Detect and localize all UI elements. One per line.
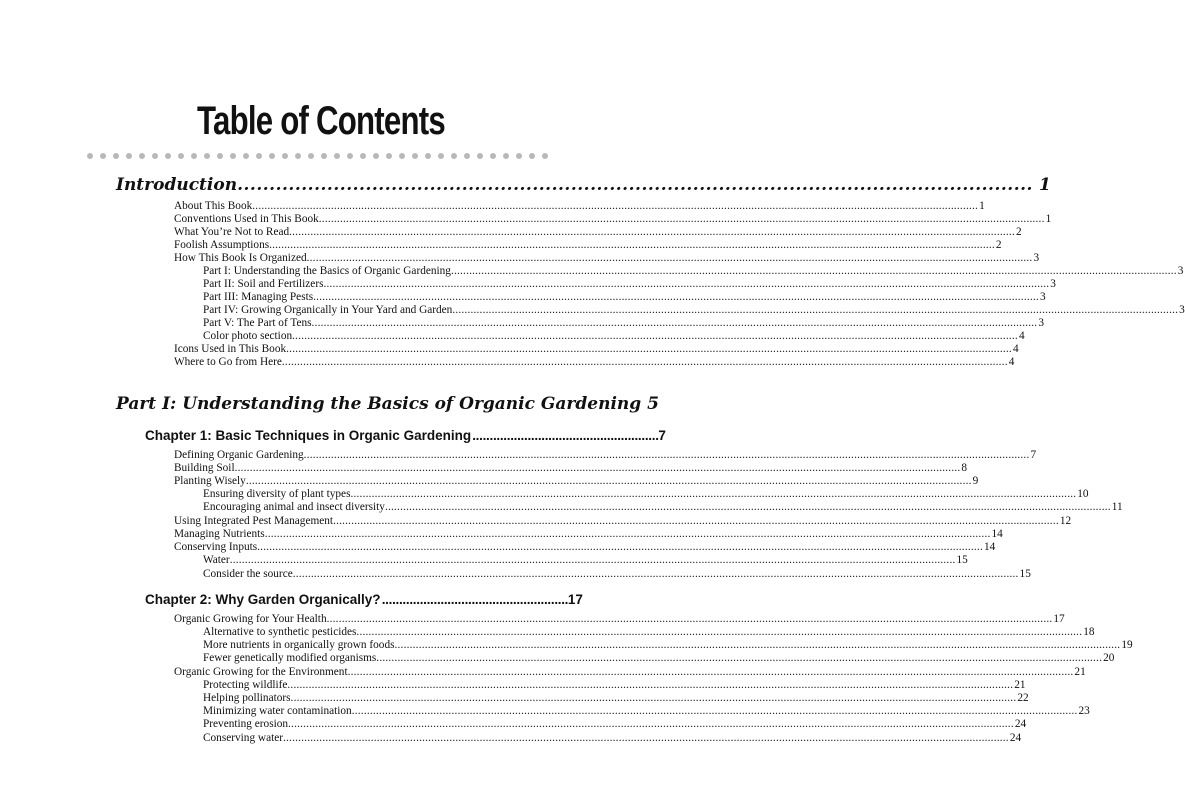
toc-entry-title: Alternative to synthetic pesticides: [203, 626, 357, 638]
dot-leader: [313, 290, 1039, 304]
toc-entry-title: Conserving water: [203, 732, 283, 744]
toc-entry-title: Preventing erosion: [203, 718, 289, 730]
toc-page-number: 11: [1111, 501, 1123, 513]
toc-page-number: 8: [961, 462, 968, 474]
toc-page-number: 15: [1019, 568, 1031, 580]
dot-leader: [376, 651, 1102, 665]
toc-page-number: 3: [1179, 304, 1185, 316]
toc-subentry[interactable]: [203, 704, 1090, 718]
dot-leader: [327, 612, 1053, 626]
toc-entry-title: Water: [203, 554, 230, 566]
toc-page-number: 4: [1018, 330, 1025, 342]
toc-page-number: 23: [1078, 705, 1090, 717]
dot-leader: [282, 355, 1008, 369]
dot-leader: [348, 665, 1074, 679]
toc-subentry[interactable]: [203, 487, 1089, 501]
toc-subentry[interactable]: [203, 638, 1133, 652]
toc-page-number: 3: [1177, 265, 1184, 277]
toc-page-number: 24: [1009, 732, 1022, 744]
dot-leader: [257, 540, 983, 554]
toc-entry-title: Protecting wildlife: [203, 679, 288, 691]
toc-entry[interactable]: [174, 212, 1052, 226]
toc-subentry[interactable]: [203, 277, 1056, 291]
toc-part-heading-introduction[interactable]: [116, 174, 1051, 198]
toc-subentry[interactable]: [203, 717, 1027, 731]
toc-entry[interactable]: [174, 665, 1086, 679]
toc-entry[interactable]: [174, 448, 1037, 462]
dot-leader: [292, 329, 1018, 343]
dot-leader: [356, 625, 1082, 639]
toc-subentry[interactable]: [203, 303, 1185, 317]
toc-page-number: 14: [983, 541, 996, 553]
dot-leader: [350, 487, 1076, 501]
dot-leader: [307, 251, 1033, 265]
toc-entry[interactable]: [174, 514, 1072, 528]
toc-entry-title: Organic Growing for Your Health: [174, 613, 327, 625]
toc-subentry[interactable]: [203, 290, 1046, 304]
toc-entry-title: Icons Used in This Book: [174, 343, 287, 355]
dot-leader: [352, 704, 1078, 718]
toc-entry[interactable]: [174, 540, 996, 554]
toc-entry-title: Color photo section: [203, 330, 293, 342]
toc-entry-title: Defining Organic Gardening: [174, 449, 304, 461]
toc-entry-title: Conserving Inputs: [174, 541, 258, 553]
toc-page-number: 1: [1038, 175, 1051, 195]
dot-leader: [230, 553, 956, 567]
toc-entry-title: Minimizing water contamination: [203, 705, 352, 717]
toc-entry-title: Part IV: Growing Organically in Your Yard and Garden: [203, 304, 453, 316]
dot-leader: [395, 638, 1121, 652]
dot-leader: [237, 174, 1033, 196]
toc-entry[interactable]: [174, 461, 968, 475]
dot-leader: [333, 514, 1059, 528]
dot-leader: [293, 567, 1019, 581]
toc-page-number: 15: [956, 554, 968, 566]
toc-page-number: 17: [1053, 613, 1065, 625]
dot-leader: [471, 427, 656, 445]
toc-entry-title: Helping pollinators: [203, 692, 291, 704]
toc-entry-title: Part III: Managing Pests: [203, 291, 314, 303]
toc-entry-title: Part V: The Part of Tens: [203, 317, 312, 329]
toc-page-number: 22: [1017, 692, 1029, 704]
toc-page-number: 2: [1015, 226, 1022, 238]
dot-leader: [252, 199, 978, 213]
toc-page-number: 4: [1012, 343, 1019, 355]
toc-entry-title: More nutrients in organically grown foods: [203, 639, 395, 651]
toc-entry-title: Fewer genetically modified organisms: [203, 652, 377, 664]
toc-entry[interactable]: [174, 342, 1019, 356]
toc-subentry[interactable]: [203, 691, 1029, 705]
dot-leader: [265, 527, 991, 541]
toc-page-number: 3: [1050, 278, 1056, 290]
toc-page-number: 21: [1074, 666, 1086, 678]
dot-leader: [312, 316, 1038, 330]
toc-part-title: Introduction: [116, 175, 238, 195]
toc-page-number: 2: [995, 239, 1002, 251]
dot-leader: [304, 448, 1030, 462]
toc-page-number: 12: [1059, 515, 1072, 527]
dot-leader: [235, 461, 961, 475]
toc-entry-title: Consider the source: [203, 568, 293, 580]
toc-entry-title: What You’re Not to Read: [174, 226, 290, 238]
toc-page-number: 7: [658, 428, 666, 443]
toc-page-number: 10: [1077, 488, 1089, 500]
toc-part-title: Part I: Understanding the Basics of Organic Gardening: [116, 394, 642, 414]
toc-page-number: 18: [1083, 626, 1095, 638]
toc-subentry[interactable]: [203, 731, 1022, 745]
toc-entry[interactable]: [174, 225, 1022, 239]
toc-entry[interactable]: [174, 251, 1040, 265]
toc-entry-title: Building Soil: [174, 462, 235, 474]
toc-page-number: 24: [1014, 718, 1027, 730]
toc-entry[interactable]: [174, 355, 1015, 369]
toc-entry-title: Where to Go from Here: [174, 356, 282, 368]
dot-leader: [451, 264, 1177, 278]
toc-part-heading-part-1[interactable]: [116, 393, 659, 417]
toc-entry-title: About This Book: [174, 200, 253, 212]
dot-leader: [385, 500, 1111, 514]
toc-page-number: 3: [1033, 252, 1040, 264]
toc-entry[interactable]: [174, 474, 979, 488]
toc-page-number: 21: [1014, 679, 1026, 691]
toc-subentry[interactable]: [203, 553, 968, 567]
toc-page-number: 1: [1045, 213, 1052, 225]
toc-entry-title: Managing Nutrients: [174, 528, 265, 540]
toc-page-number: 7: [1030, 449, 1037, 461]
toc-entry-title: Foolish Assumptions: [174, 239, 270, 251]
toc-entry-title: Part II: Soil and Fertilizers: [203, 278, 324, 290]
toc-entry[interactable]: [174, 238, 1002, 252]
toc-page-number: 3: [1038, 317, 1044, 329]
toc-page-number: 20: [1103, 652, 1115, 664]
toc-page-number: 1: [979, 200, 985, 212]
toc-page-number: 4: [1008, 356, 1015, 368]
toc-page-number: 19: [1121, 639, 1133, 651]
toc-entry[interactable]: [174, 527, 1003, 541]
dot-leader: [283, 731, 1009, 745]
toc-chapter-heading-2[interactable]: [145, 591, 583, 611]
dot-leader: [286, 342, 1012, 356]
toc-chapter-heading-1[interactable]: [145, 427, 666, 447]
toc-page-number: 5: [647, 394, 659, 414]
toc-entry[interactable]: [174, 612, 1065, 626]
toc-subentry[interactable]: [203, 567, 1031, 581]
toc-entry-title: Conventions Used in This Book: [174, 213, 319, 225]
toc-page-number: 3: [1039, 291, 1046, 303]
toc-subentry[interactable]: [203, 264, 1184, 278]
toc-entry-title: Ensuring diversity of plant types: [203, 488, 351, 500]
toc-entry-title: Planting Wisely: [174, 475, 246, 487]
toc-entry-title: Part I: Understanding the Basics of Organic Gardening: [203, 265, 451, 277]
toc-subentry[interactable]: [203, 625, 1095, 639]
toc-subentry[interactable]: [203, 316, 1044, 330]
dot-leader: [323, 277, 1049, 291]
dot-leader: [291, 691, 1017, 705]
dot-leader: [287, 678, 1013, 692]
toc-entry-title: Encouraging animal and insect diversity: [203, 501, 385, 513]
dot-leader: [246, 474, 972, 488]
dot-leader: [289, 225, 1015, 239]
page-title: Table of Contents: [197, 99, 445, 143]
dot-leader: [288, 717, 1014, 731]
toc-page-number: 14: [991, 528, 1003, 540]
toc-page-number: 17: [567, 592, 583, 607]
toc-chapter-title: Chapter 1: Basic Techniques in Organic Gardening: [145, 428, 472, 443]
toc-subentry[interactable]: [203, 651, 1115, 665]
toc-entry-title: Organic Growing for the Environment: [174, 666, 348, 678]
toc-subentry[interactable]: [203, 329, 1025, 343]
dot-leader: [452, 303, 1178, 317]
toc-chapter-title: Chapter 2: Why Garden Organically?: [145, 592, 381, 607]
toc-subentry[interactable]: [203, 678, 1026, 692]
dot-leader: [381, 591, 566, 609]
toc-page-number: 9: [972, 475, 979, 487]
dotted-divider: [87, 150, 557, 162]
dot-leader: [269, 238, 995, 252]
toc-entry-title: How This Book Is Organized: [174, 252, 307, 264]
dot-leader: [319, 212, 1045, 226]
toc-entry[interactable]: [174, 199, 985, 213]
toc-subentry[interactable]: [203, 500, 1123, 514]
toc-entry-title: Using Integrated Pest Management: [174, 515, 334, 527]
